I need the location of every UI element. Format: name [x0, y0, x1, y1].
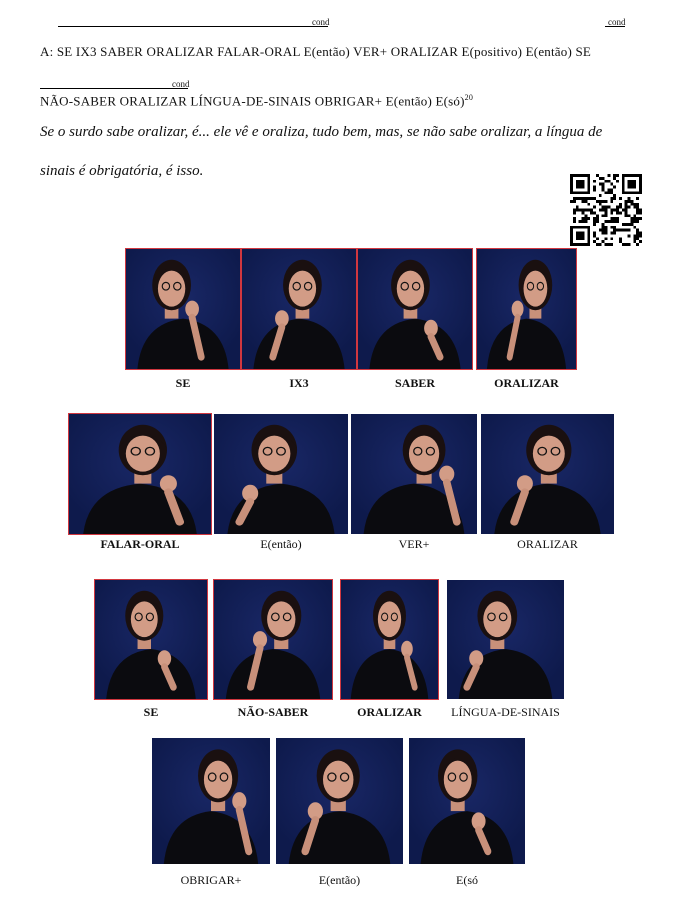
cond-line-3 [40, 88, 188, 89]
sign-photo [214, 580, 332, 699]
sign-caption: SE [175, 376, 191, 390]
sign-photo [95, 580, 207, 699]
sign-caption: E(então) [260, 537, 302, 551]
sign-photo [351, 414, 477, 534]
translation-line-2: sinais é obrigatória, é isso. [40, 163, 204, 179]
sign-caption: SE [143, 705, 159, 719]
sign-photo [481, 414, 614, 534]
sign-photo [242, 249, 356, 369]
sign-caption: NÃO-SABER [237, 705, 309, 719]
sign-caption: IX3 [289, 376, 309, 390]
gloss-line-2-text: NÃO-SABER ORALIZAR LÍNGUA-DE-SINAIS OBRIGAR+ E(então) E(só) [40, 93, 465, 109]
sign-photo [214, 414, 348, 534]
sign-photo [477, 249, 576, 369]
sign-photo [126, 249, 240, 369]
sign-caption: ORALIZAR [494, 376, 559, 390]
sign-caption: E(só [456, 873, 478, 887]
footnote-marker[interactable]: 20 [464, 93, 474, 102]
sign-caption: LÍNGUA-DE-SINAIS [451, 705, 560, 719]
sign-caption: OBRIGAR+ [180, 873, 242, 887]
sign-caption: ORALIZAR [517, 537, 578, 551]
sign-photo [152, 738, 270, 864]
sign-caption: ORALIZAR [357, 705, 422, 719]
sign-photo [341, 580, 438, 699]
sign-caption: VER+ [398, 537, 430, 551]
gloss-line-2 [40, 93, 473, 109]
cond-label-3: cond [172, 79, 190, 89]
qr-code-icon[interactable] [570, 174, 642, 246]
sign-photo [276, 738, 403, 864]
cond-label-1: cond [312, 17, 330, 27]
cond-line-1 [58, 26, 328, 27]
sign-photo [409, 738, 525, 864]
sign-caption: E(então) [318, 873, 361, 887]
gloss-line-1: A: SE IX3 SABER ORALIZAR FALAR-ORAL E(então) VER+ ORALIZAR E(positivo) E(então) SE [40, 44, 592, 59]
sign-caption: SABER [394, 376, 436, 390]
sign-caption: FALAR-ORAL [100, 537, 180, 551]
translation-line-1: Se o surdo sabe oralizar, é... ele vê e oraliza, tudo bem, mas, se não sabe oralizar, a língua de [40, 124, 603, 140]
sign-photo [358, 249, 472, 369]
cond-label-2: cond [608, 17, 626, 27]
sign-photo [69, 414, 211, 534]
sign-photo [447, 580, 564, 699]
